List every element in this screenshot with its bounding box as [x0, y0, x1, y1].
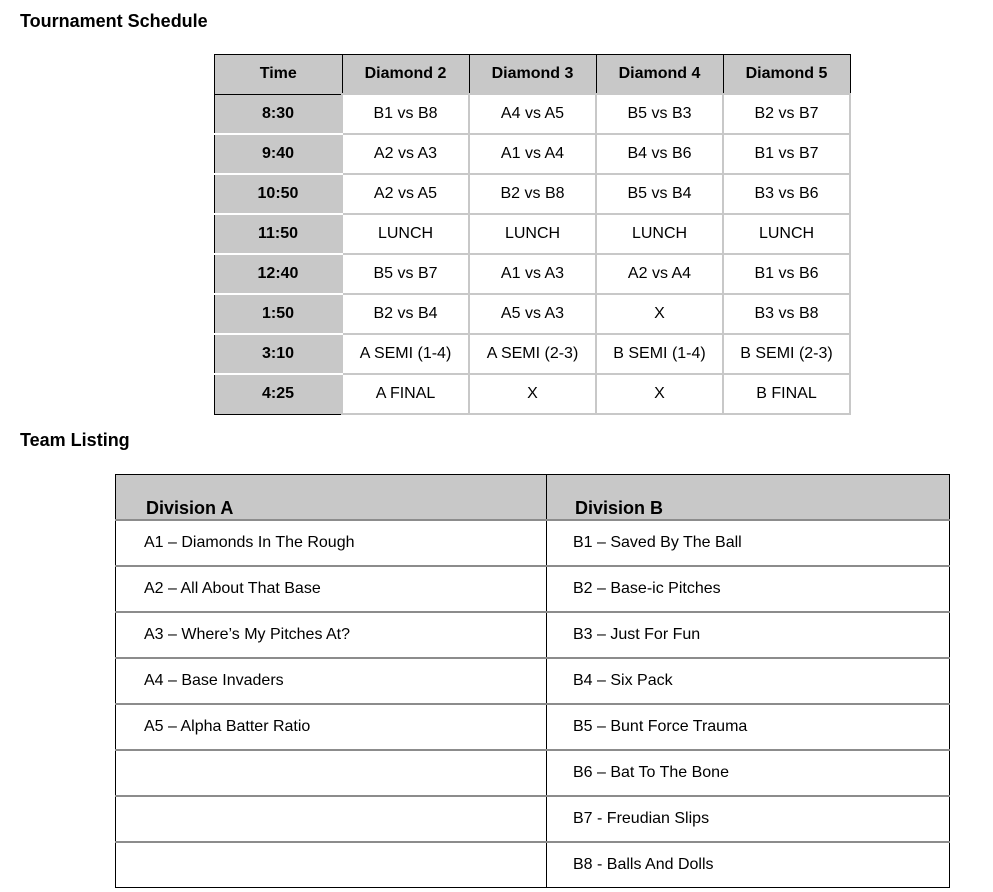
team-listing-table: [115, 474, 950, 888]
game-cell: B1 vs B7: [723, 134, 850, 174]
schedule-row: [215, 214, 851, 254]
team-row: [116, 612, 950, 658]
game-cell: A1 vs A3: [469, 254, 596, 294]
col-header-diamond-3: Diamond 3: [469, 55, 596, 95]
schedule-row: [215, 334, 851, 374]
schedule-header-row: [215, 55, 851, 95]
col-header-diamond-2: Diamond 2: [342, 55, 469, 95]
game-cell: LUNCH: [342, 214, 469, 254]
team-listing-heading: Team Listing: [20, 430, 130, 450]
game-cell: LUNCH: [723, 214, 850, 254]
team-cell-division-a: A1 – Diamonds In The Rough: [116, 520, 547, 566]
game-cell: A FINAL: [342, 374, 469, 414]
game-cell: B5 vs B7: [342, 254, 469, 294]
game-cell: A5 vs A3: [469, 294, 596, 334]
time-cell: 12:40: [215, 254, 343, 294]
team-cell-division-a: [116, 842, 547, 888]
game-cell: B2 vs B4: [342, 294, 469, 334]
col-header-time: Time: [215, 55, 343, 95]
game-cell: A SEMI (1-4): [342, 334, 469, 374]
team-cell-division-b: B2 – Base-ic Pitches: [547, 566, 950, 612]
game-cell: A SEMI (2-3): [469, 334, 596, 374]
game-cell: A1 vs A4: [469, 134, 596, 174]
game-cell: B1 vs B8: [342, 94, 469, 134]
game-cell: A2 vs A5: [342, 174, 469, 214]
game-cell: B3 vs B6: [723, 174, 850, 214]
time-cell: 10:50: [215, 174, 343, 214]
time-cell: 4:25: [215, 374, 343, 414]
team-cell-division-b: B4 – Six Pack: [547, 658, 950, 704]
team-cell-division-b: B6 – Bat To The Bone: [547, 750, 950, 796]
game-cell: LUNCH: [596, 214, 723, 254]
time-cell: 11:50: [215, 214, 343, 254]
time-cell: 8:30: [215, 94, 343, 134]
game-cell: X: [469, 374, 596, 414]
game-cell: B5 vs B4: [596, 174, 723, 214]
team-header-row: [116, 475, 950, 521]
game-cell: B5 vs B3: [596, 94, 723, 134]
team-row: [116, 658, 950, 704]
team-cell-division-a: [116, 750, 547, 796]
time-cell: 9:40: [215, 134, 343, 174]
team-row: [116, 796, 950, 842]
time-cell: 1:50: [215, 294, 343, 334]
time-cell: 3:10: [215, 334, 343, 374]
team-row: [116, 750, 950, 796]
game-cell: B SEMI (1-4): [596, 334, 723, 374]
team-cell-division-a: A3 – Where’s My Pitches At?: [116, 612, 547, 658]
game-cell: A2 vs A3: [342, 134, 469, 174]
schedule-row: [215, 174, 851, 214]
game-cell: B SEMI (2-3): [723, 334, 850, 374]
schedule-row: [215, 254, 851, 294]
team-cell-division-b: B3 – Just For Fun: [547, 612, 950, 658]
schedule-row: [215, 294, 851, 334]
col-header-division-b: Division B: [547, 475, 950, 521]
game-cell: B FINAL: [723, 374, 850, 414]
game-cell: LUNCH: [469, 214, 596, 254]
game-cell: A2 vs A4: [596, 254, 723, 294]
col-header-division-a: Division A: [116, 475, 547, 521]
game-cell: A4 vs A5: [469, 94, 596, 134]
team-cell-division-a: A5 – Alpha Batter Ratio: [116, 704, 547, 750]
game-cell: B3 vs B8: [723, 294, 850, 334]
col-header-diamond-4: Diamond 4: [596, 55, 723, 95]
team-cell-division-a: A2 – All About That Base: [116, 566, 547, 612]
game-cell: B4 vs B6: [596, 134, 723, 174]
game-cell: B2 vs B7: [723, 94, 850, 134]
team-row: [116, 520, 950, 566]
team-row: [116, 566, 950, 612]
team-row: [116, 842, 950, 888]
team-cell-division-b: B5 – Bunt Force Trauma: [547, 704, 950, 750]
game-cell: B2 vs B8: [469, 174, 596, 214]
schedule-row: [215, 134, 851, 174]
schedule-table: [214, 54, 851, 415]
game-cell: X: [596, 294, 723, 334]
game-cell: X: [596, 374, 723, 414]
schedule-row: [215, 374, 851, 414]
team-cell-division-b: B1 – Saved By The Ball: [547, 520, 950, 566]
team-cell-division-b: B7 - Freudian Slips: [547, 796, 950, 842]
team-cell-division-a: A4 – Base Invaders: [116, 658, 547, 704]
col-header-diamond-5: Diamond 5: [723, 55, 850, 95]
schedule-row: [215, 94, 851, 134]
game-cell: B1 vs B6: [723, 254, 850, 294]
schedule-heading: Tournament Schedule: [20, 11, 208, 31]
team-row: [116, 704, 950, 750]
team-cell-division-a: [116, 796, 547, 842]
team-cell-division-b: B8 - Balls And Dolls: [547, 842, 950, 888]
